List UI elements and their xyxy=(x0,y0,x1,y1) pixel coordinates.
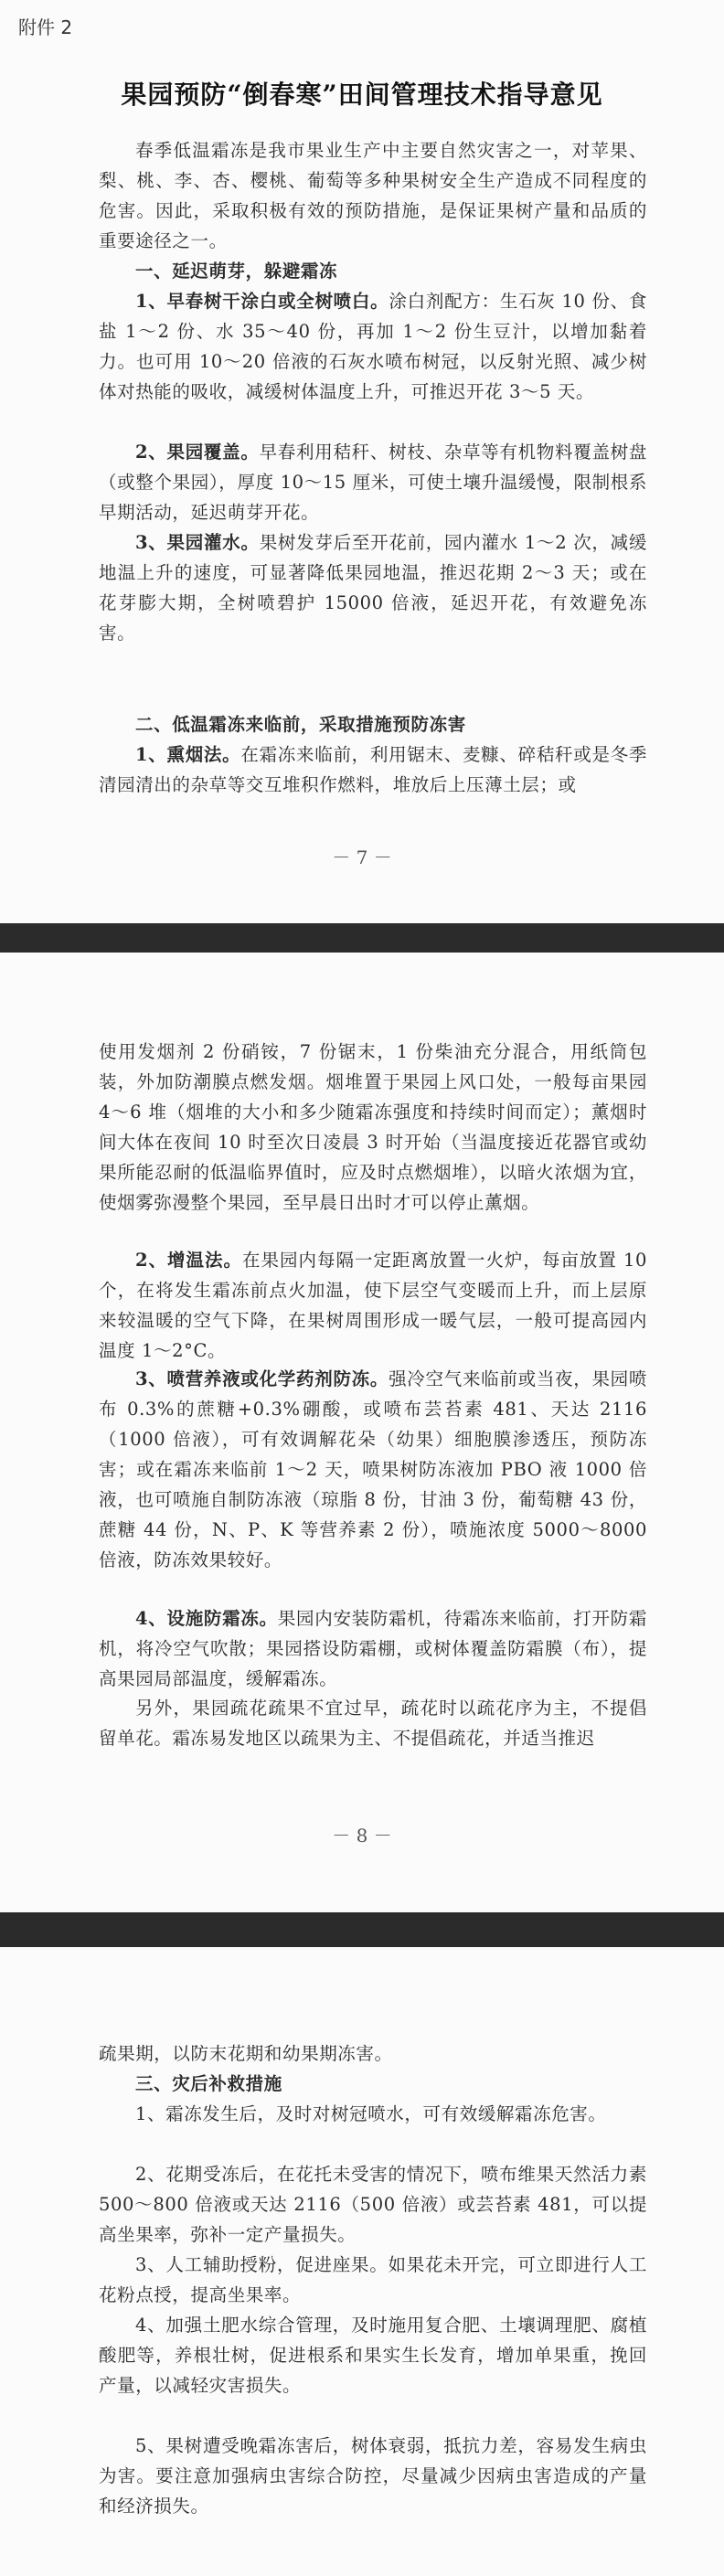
section-2-item-3 xyxy=(99,1364,647,1575)
page-number: － 8 － xyxy=(332,1825,392,1847)
page-separator xyxy=(0,1912,724,1947)
item-text: 涂白剂配方：生石灰 10 份、食盐 1～2 份、水 35～40 份，再加 1～2 份生豆汁，以增加黏着力。也可用 10～20 倍液的石灰水喷布树冠，以反射光照、减少树体对热能的吸收，减缓树体温度上升，可推迟开花 3～5 天。 xyxy=(99,291,648,402)
item-lead: 4、设施防霜冻。 xyxy=(135,1608,278,1629)
section-1-item-2 xyxy=(99,437,647,527)
page-1 xyxy=(0,0,724,923)
page-separator xyxy=(0,923,724,953)
section-1-heading: 一、延迟萌芽，躲避霜冻 xyxy=(135,261,338,282)
section-3-item-1: 1、霜冻发生后，及时对树冠喷水，可有效缓解霜冻危害。 xyxy=(135,2103,607,2124)
section-2-item-4 xyxy=(99,1603,647,1694)
section-3-heading: 三、灾后补救措施 xyxy=(135,2073,282,2094)
item-lead: 1、熏烟法。 xyxy=(135,744,241,765)
section-3-item-4: 4、加强土肥水综合管理，及时施用复合肥、土壤调理肥、腐植酸肥等，养根壮树，促进根系和果实生长发育，增加单果重，挽回产量，以减轻灾害损失。 xyxy=(99,2315,647,2396)
item-text: 在果园内每隔一定距离放置一火炉，每亩放置 10 个，在将发生霜冻前点火加温，使下层空气变暖而上升，而上层原来较温暖的空气下降，在果树周围形成一暖气层，一般可提高园内温度 1～2°C。 xyxy=(99,1250,648,1361)
document-title: 果园预防“倒春寒”田间管理技术指导意见 xyxy=(121,80,603,110)
item-text: 强冷空气来临前或当夜，果园喷布 0.3%的蔗糖+0.3%硼酸，或喷布芸苔素 481、天达 2116（1000 倍液），可有效调解花朵（幼果）细胞膜渗透压，预防冻害；或在霜冻来临前 1～2 天，喷果树防冻液加 PBO 液 1000 倍液，也可喷施自制防冻液（琼脂 8 份，甘油 3 份，葡萄糖 43 份，蔗糖 44 份，N、P、K 等营养素 2 份），喷施浓度 5000～8000 倍液，防冻效果较好。 xyxy=(99,1368,647,1570)
section-3-item-2: 2、花期受冻后，在花托未受害的情况下，喷布维果天然活力素 500～800 倍液或天达 2116（500 倍液）或芸苔素 481，可以提高坐果率，弥补一定产量损失。 xyxy=(99,2164,647,2245)
page-3-continued-paragraph: 疏果期，以防末花期和幼果期冻害。 xyxy=(99,2043,393,2064)
item-lead: 2、果园覆盖。 xyxy=(135,442,260,463)
section-2-heading: 二、低温霜冻来临前，采取措施预防冻害 xyxy=(135,714,466,735)
section-3-item-5: 5、果树遭受晚霜冻害后，树体衰弱，抵抗力差，容易发生病虫为害。要注意加强病虫害综合防控，尽量减少因病虫害造成的产量和经济损失。 xyxy=(99,2435,647,2517)
page-2-last-paragraph: 另外，果园疏花疏果不宜过早，疏花时以疏花序为主，不提倡留单花。霜冻易发地区以疏果为主、不提倡疏花，并适当推迟 xyxy=(99,1698,647,1749)
page-2 xyxy=(0,953,724,1912)
section-2-item-2 xyxy=(99,1245,647,1366)
intro-paragraph: 春季低温霜冻是我市果业生产中主要自然灾害之一，对苹果、梨、桃、李、杏、樱桃、葡萄等多种果树安全生产造成不同程度的危害。因此，采取积极有效的预防措施，是保证果树产量和品质的重要途径之一。 xyxy=(99,140,647,251)
page-2-continued-paragraph: 使用发烟剂 2 份硝铵，7 份锯末，1 份柴油充分混合，用纸筒包装，外加防潮膜点燃发烟。烟堆置于果园上风口处，一般每亩果园 4～6 堆（烟堆的大小和多少随霜冻强度和持续时间而定）；薰烟时间大体在夜间 10 时至次日凌晨 3 时开始（当温度接近花器官或幼果所能忍耐的低温临界值时，应及时点燃烟堆），以暗火浓烟为宜，使烟雾弥漫整个果园，至早晨日出时才可以停止薰烟。 xyxy=(99,1041,647,1213)
page-number: － 7 － xyxy=(332,846,392,868)
item-text: 早春利用秸秆、树枝、杂草等有机物料覆盖树盘（或整个果园），厚度 10～15 厘米，可使土壤升温缓慢，限制根系早期活动，延迟萌芽开花。 xyxy=(99,442,647,523)
attachment-label: 附件 2 xyxy=(18,16,73,38)
item-lead: 3、喷营养液或化学药剂防冻。 xyxy=(135,1368,389,1389)
section-3-item-3: 3、人工辅助授粉，促进座果。如果花未开完，可立即进行人工花粉点授，提高坐果率。 xyxy=(99,2254,647,2305)
item-lead: 3、果园灌水。 xyxy=(135,532,260,553)
item-lead: 1、早春树干涂白或全树喷白。 xyxy=(135,291,389,312)
section-1-item-3 xyxy=(99,527,647,648)
section-2-item-1 xyxy=(99,740,647,800)
item-text: 在霜冻来临前，利用锯末、麦糠、碎秸秆或是冬季清园清出的杂草等交互堆积作燃料，堆放后上压薄土层；或 xyxy=(99,744,648,795)
page-3 xyxy=(0,1947,724,2576)
item-text: 果树发芽后至开花前，园内灌水 1～2 次，减缓地温上升的速度，可显著降低果园地温，推迟花期 2～3 天；或在花芽膨大期，全树喷碧护 15000 倍液，延迟开花，有效避免冻害。 xyxy=(99,532,647,644)
item-lead: 2、增温法。 xyxy=(135,1250,243,1271)
item-text: 果园内安装防霜机，待霜冻来临前，打开防霜机，将冷空气吹散；果园搭设防霜棚，或树体覆盖防霜膜（布），提高果园局部温度，缓解霜冻。 xyxy=(99,1608,647,1689)
section-1-item-1 xyxy=(99,286,647,407)
